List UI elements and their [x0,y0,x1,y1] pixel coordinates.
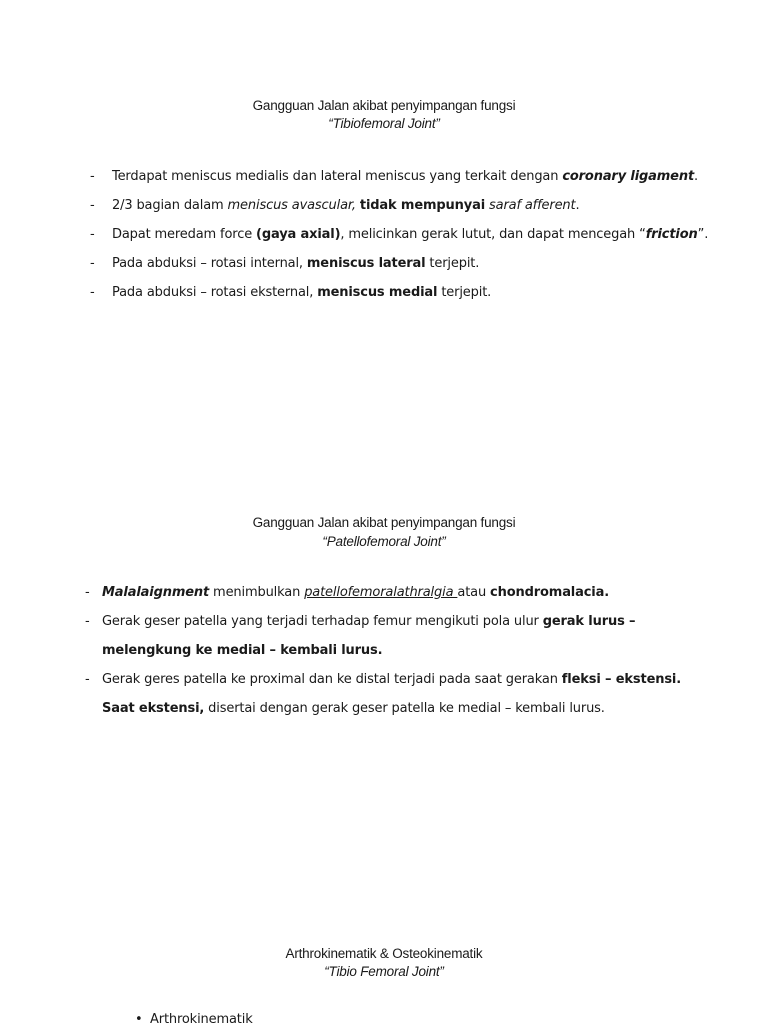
section1-title: Gangguan Jalan akibat penyimpangan fungsi [252,98,516,113]
text-run: Malalaignment [102,585,210,600]
list-item [102,585,609,600]
text-run: Dapat meredam force [112,227,257,242]
text-run: melengkung ke medial – kembali lurus. [102,643,383,658]
list-dash: - [90,198,95,213]
list-dash: - [85,585,90,600]
text-run: ”. [697,227,709,242]
list-dash: - [90,227,95,242]
text-run: saraf afferent [489,198,576,213]
text-run: coronary ligament [562,169,695,184]
text-run: disertai dengan gerak geser patella ke medial – kembali lurus. [204,701,605,716]
text-run: . [575,198,580,213]
list-item [102,614,635,629]
text-run: Gerak geres patella ke proximal dan ke distal terjadi pada saat gerakan [102,672,562,687]
section1-subtitle: “Tibiofemoral Joint” [328,116,440,131]
list-item [102,672,681,687]
text-run: meniscus medial [317,285,438,300]
bullet-item: Arthrokinematik [150,1012,253,1027]
text-run: tidak mempunyai [359,198,486,213]
text-run: Saat ekstensi, [102,701,205,716]
text-run: chondromalacia. [490,585,610,600]
text-run: Pada abduksi – rotasi eksternal, [112,285,318,300]
text-run: fleksi – ekstensi. [561,672,682,687]
section2-title: Gangguan Jalan akibat penyimpangan fungsi [252,515,516,530]
list-item [112,227,708,242]
list-dash: - [85,672,90,687]
list-item [112,198,579,213]
list-item [112,285,491,300]
list-item-continuation [102,701,605,716]
section3-subtitle: “Tibio Femoral Joint” [324,964,444,979]
list-item [112,256,479,271]
list-dash: - [90,256,95,271]
list-dash: - [90,285,95,300]
list-dash: - [85,614,90,629]
text-run: (gaya axial) [256,227,341,242]
list-item [112,169,698,184]
text-run: 2/3 bagian dalam [112,198,228,213]
text-run: meniscus lateral [306,256,426,271]
text-run: patellofemoralathralgia [304,585,458,600]
text-run: terjepit. [437,285,492,300]
text-run: Gerak geser patella yang terjadi terhadap femur mengikuti pola ulur [102,614,543,629]
text-run: , melicinkan gerak lutut, dan dapat mencegah “ [340,227,646,242]
list-dash: - [90,169,95,184]
section3-title: Arthrokinematik & Osteokinematik [285,946,483,961]
text-run: meniscus avascular, [227,198,356,213]
text-run: atau [457,585,491,600]
text-run: gerak lurus – [542,614,636,629]
text-run: Pada abduksi – rotasi internal, [112,256,307,271]
text-run: menimbulkan [209,585,305,600]
text-run: Terdapat meniscus medialis dan lateral meniscus yang terkait dengan [112,169,563,184]
text-run: . [694,169,699,184]
bullet-icon: • [135,1012,143,1027]
section2-subtitle: “Patellofemoral Joint” [322,534,446,549]
text-run: friction [645,227,698,242]
list-item-continuation [102,643,382,658]
text-run: terjepit. [425,256,480,271]
